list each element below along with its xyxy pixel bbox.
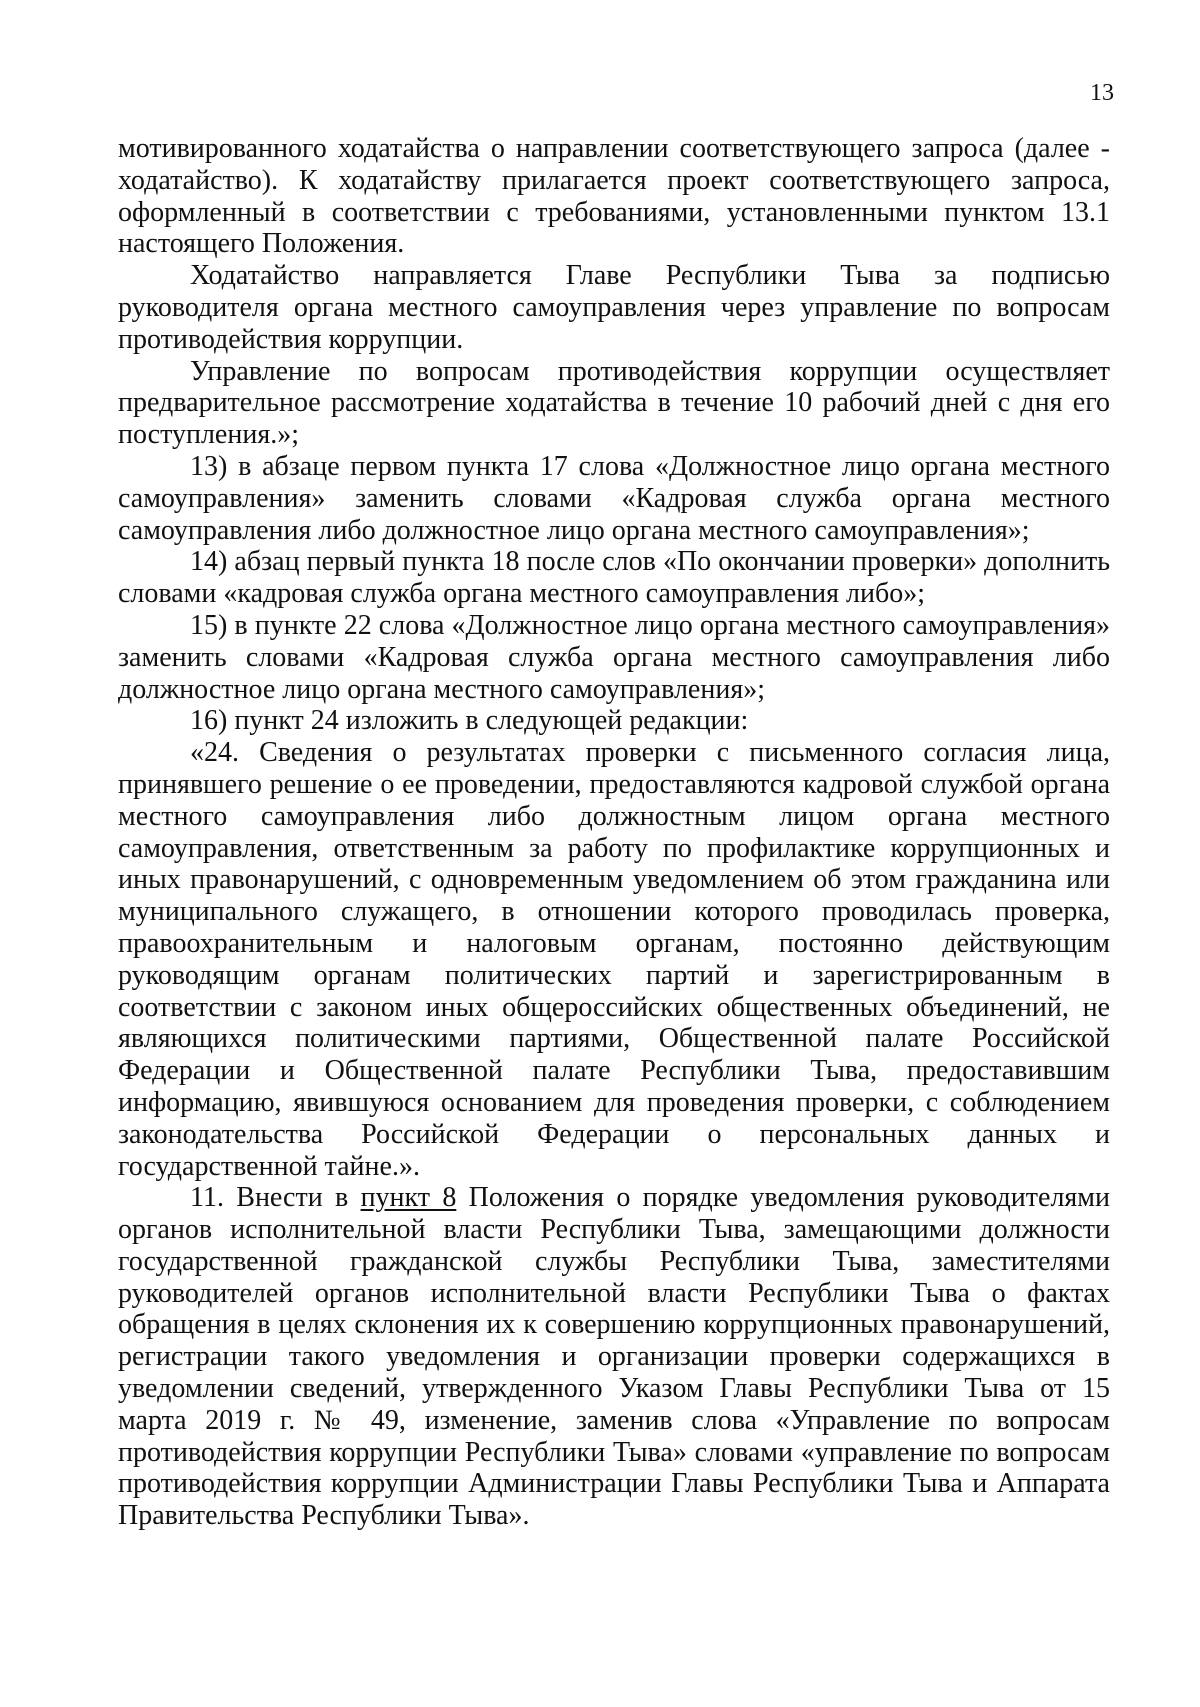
point-8-link[interactable]: пункт 8 [360, 1182, 457, 1214]
section-11-body: Положения о порядке уведомления руководителями органов исполнительной власти Республики Тыва, замещающими должности государственной гражданской службы Республики Тыва, заместителями руководителей органов исполнительной власти Республики Тыва о фактах обращения в целях склонения их к совершению коррупционных правонарушений, регистрации такого уведомления и организации проверки содержащихся в уведомлении сведений, утвержденного Указом Главы Республики Тыва от 15 марта 2019 г. № 49, изменение, заменив слова «Управление по вопросам противодействия коррупции Республики Тыва» словами «управление по вопросам противодействия коррупции Администрации Главы Республики Тыва и Аппарата Правительства Республики Тыва». [118, 1182, 1110, 1532]
document-body [118, 133, 1110, 1532]
paragraph-petition-continuation: мотивированного ходатайства о направлении соответствующего запроса (далее - ходатайство). К ходатайству прилагается проект соответствующего запроса, оформленный в соответствии с требованиями, установленными пунктом 13.1 настоящего Положения. [118, 133, 1110, 260]
paragraph-petition-direction: Ходатайство направляется Главе Республики Тыва за подписью руководителя органа местного самоуправления через управление по вопросам противодействия коррупции. [118, 260, 1110, 355]
paragraph-item-15: 15) в пункте 22 слова «Должностное лицо органа местного самоуправления» заменить словами «Кадровая служба органа местного самоуправления либо должностное лицо органа местного самоуправления»; [118, 609, 1110, 705]
section-11-intro: 11. Внести в [190, 1182, 361, 1214]
paragraph-preliminary-review: Управление по вопросам противодействия коррупции осуществляет предварительное рассмотрение ходатайства в течение 10 рабочий дней с дня его поступления.»; [118, 355, 1110, 451]
paragraph-item-13: 13) в абзаце первом пункта 17 слова «Должностное лицо органа местного самоуправления» заменить словами «Кадровая служба органа местного самоуправления либо должностное лицо органа местного самоуправления»; [118, 450, 1110, 546]
paragraph-point-24-text: «24. Сведения о результатах проверки с письменного согласия лица, принявшего решение о ее проведении, предоставляются кадровой службой органа местного самоуправления либо должностным лицом органа местного самоуправления, ответственным за работу по профилактике коррупционных и иных правонарушений, с одновременным уведомлением об этом гражданина или муниципального служащего, в отношении которого проводилась проверка, правоохранительным и налоговым органам, постоянно действующим руководящим органам политических партий и зарегистрированным в соответствии с законом иных общероссийских общественных объединений, не являющихся политическими партиями, Общественной палате Российской Федерации и Общественной палате Республики Тыва, предоставившим информацию, явившуюся основанием для проведения проверки, с соблюдением законодательства Российской Федерации о персональных данных и государственной тайне.». [118, 737, 1110, 1182]
paragraph-section-11 [118, 1182, 1110, 1532]
paragraph-item-14: 14) абзац первый пункта 18 после слов «По окончании проверки» дополнить словами «кадровая служба органа местного самоуправления либо»; [118, 546, 1110, 610]
page-number: 13 [1090, 80, 1114, 106]
paragraph-item-16: 16) пункт 24 изложить в следующей редакции: [190, 705, 749, 737]
